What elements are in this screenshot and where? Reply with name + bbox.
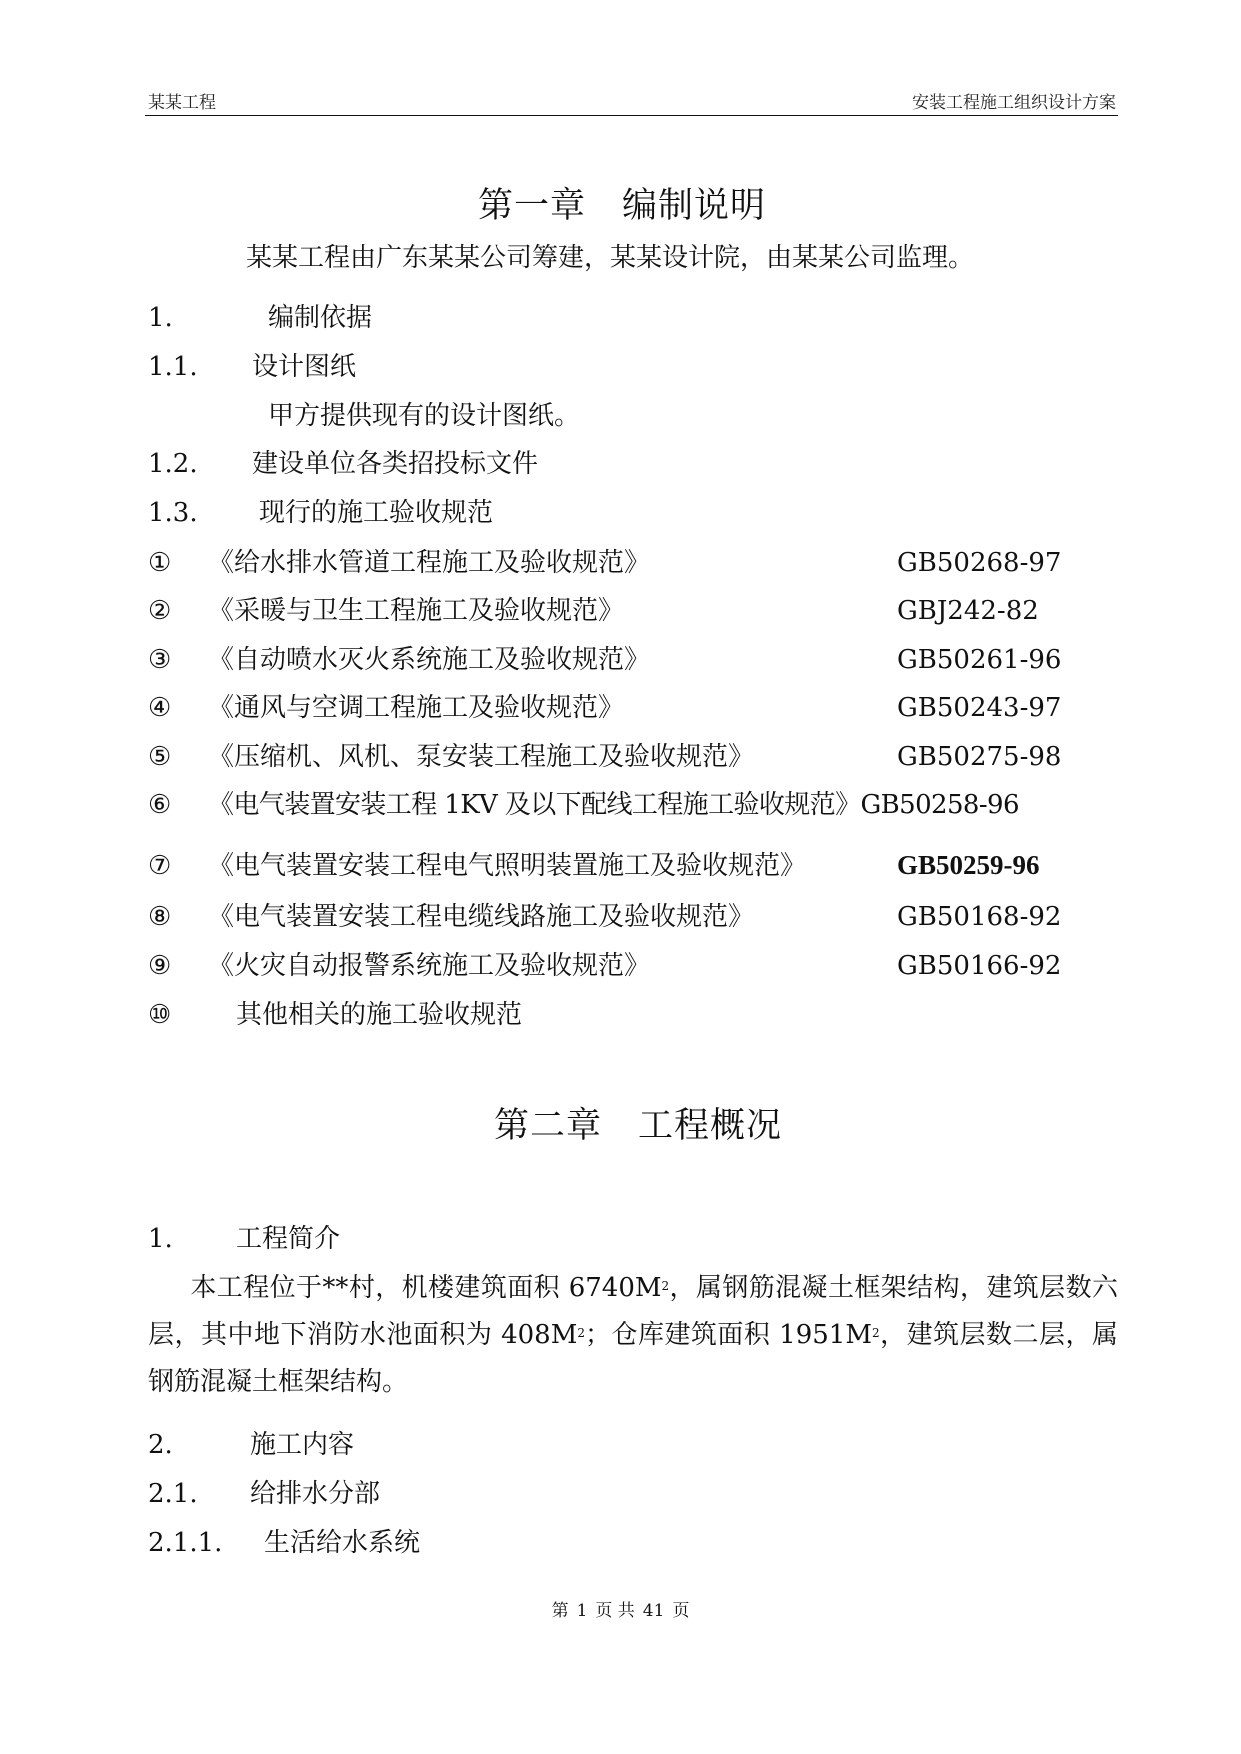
section-2-2-1-number: 2.1. bbox=[148, 1479, 198, 1509]
standard-code: GB50261-96 bbox=[897, 645, 1062, 675]
standard-mark: ③ bbox=[148, 645, 172, 675]
footer-total-pages: 41 bbox=[642, 1601, 665, 1621]
superscript-2: 2 bbox=[661, 1279, 670, 1293]
summary-part-c: ；仓库建筑面积 1951M bbox=[584, 1320, 872, 1350]
standard-name: 《电气装置安装工程电缆线路施工及验收规范》 bbox=[208, 902, 755, 932]
standard-code: GB50275-98 bbox=[897, 742, 1062, 772]
standard-name: 《压缩机、风机、泵安装工程施工及验收规范》 bbox=[208, 742, 755, 772]
standard-mark: ⑦ bbox=[148, 851, 172, 881]
standard-code: GB50268-97 bbox=[897, 548, 1062, 578]
summary-part-b: ，属钢筋混凝土框架结构，建筑层数六层，其中地下消防水池面积为 408M bbox=[148, 1273, 1118, 1350]
section-2-2-1-label: 给排水分部 bbox=[250, 1479, 381, 1509]
section-1-label: 编制依据 bbox=[268, 303, 373, 333]
standard-code: GB50168-92 bbox=[897, 902, 1062, 932]
section-1-1-label: 设计图纸 bbox=[252, 352, 357, 382]
standard-mark: ⑥ bbox=[148, 790, 172, 820]
standard-name: 《电气装置安装工程电气照明装置施工及验收规范》 bbox=[208, 851, 807, 881]
standard-mark: ① bbox=[148, 548, 172, 578]
section-1-2-label: 建设单位各类招投标文件 bbox=[252, 449, 539, 479]
standard-name: 《给水排水管道工程施工及验收规范》 bbox=[208, 548, 651, 578]
summary-part-a: 本工程位于**村，机楼建筑面积 6740M bbox=[190, 1273, 662, 1303]
footer-page-number: 1 bbox=[576, 1601, 588, 1621]
chapter-1-intro: 某某工程由广东某某公司筹建，某某设计院，由某某公司监理。 bbox=[246, 243, 975, 273]
standard-mark: ② bbox=[148, 596, 172, 626]
section-2-2-1-1-label: 生活给水系统 bbox=[264, 1528, 421, 1558]
header-project-name: 某某工程 bbox=[148, 93, 216, 113]
standard-mark: ④ bbox=[148, 693, 172, 723]
header-document-title: 安装工程施工组织设计方案 bbox=[912, 93, 1116, 113]
standard-code: GB50166-92 bbox=[897, 951, 1062, 981]
page-footer bbox=[0, 1596, 1241, 1621]
project-summary-paragraph bbox=[148, 1265, 1118, 1406]
section-1-1-text: 甲方提供现有的设计图纸。 bbox=[268, 401, 581, 431]
footer-middle: 页 共 bbox=[595, 1601, 635, 1621]
standard-code: GBJ242-82 bbox=[897, 596, 1039, 626]
section-1-3-number: 1.3. bbox=[148, 498, 198, 528]
standard-name: 《火灾自动报警系统施工及验收规范》 bbox=[208, 951, 651, 981]
section-1-1-number: 1.1. bbox=[148, 352, 198, 382]
standard-name: 《通风与空调工程施工及验收规范》 bbox=[208, 693, 625, 723]
chapter-1-title: 第一章 编制说明 bbox=[478, 186, 767, 226]
standard-name: 《采暖与卫生工程施工及验收规范》 bbox=[208, 596, 625, 626]
section-2-1-number: 1. bbox=[148, 1224, 173, 1254]
standard-mark: ⑧ bbox=[148, 902, 172, 932]
standard-name: 《自动喷水灭火系统施工及验收规范》 bbox=[208, 645, 651, 675]
section-1-2-number: 1.2. bbox=[148, 449, 198, 479]
standard-mark: ⑤ bbox=[148, 742, 172, 772]
header-rule bbox=[145, 115, 1118, 116]
section-2-2-1-1-number: 2.1.1. bbox=[148, 1528, 223, 1558]
section-2-1-label: 工程简介 bbox=[236, 1224, 341, 1254]
summary-part-d: ，建筑层数二层，属钢筋混凝土框架结构。 bbox=[148, 1320, 1118, 1397]
standard-name: 《电气装置安装工程 1KV 及以下配线工程施工验收规范》GB50258-96 bbox=[208, 790, 1019, 820]
section-1-3-label: 现行的施工验收规范 bbox=[259, 498, 494, 528]
standard-mark: ⑩ bbox=[148, 1000, 172, 1030]
superscript-2: 2 bbox=[577, 1326, 585, 1340]
footer-suffix: 页 bbox=[672, 1601, 690, 1621]
section-1-number: 1. bbox=[148, 303, 173, 333]
standard-code: GB50259-96 bbox=[897, 850, 1040, 880]
standard-name: 其他相关的施工验收规范 bbox=[236, 1000, 523, 1030]
standard-code: GB50243-97 bbox=[897, 693, 1062, 723]
chapter-2-title: 第二章 工程概况 bbox=[494, 1106, 783, 1146]
footer-prefix: 第 bbox=[551, 1601, 569, 1621]
superscript-2: 2 bbox=[871, 1326, 880, 1340]
section-2-2-number: 2. bbox=[148, 1430, 173, 1460]
standard-mark: ⑨ bbox=[148, 951, 172, 981]
section-2-2-label: 施工内容 bbox=[250, 1430, 355, 1460]
